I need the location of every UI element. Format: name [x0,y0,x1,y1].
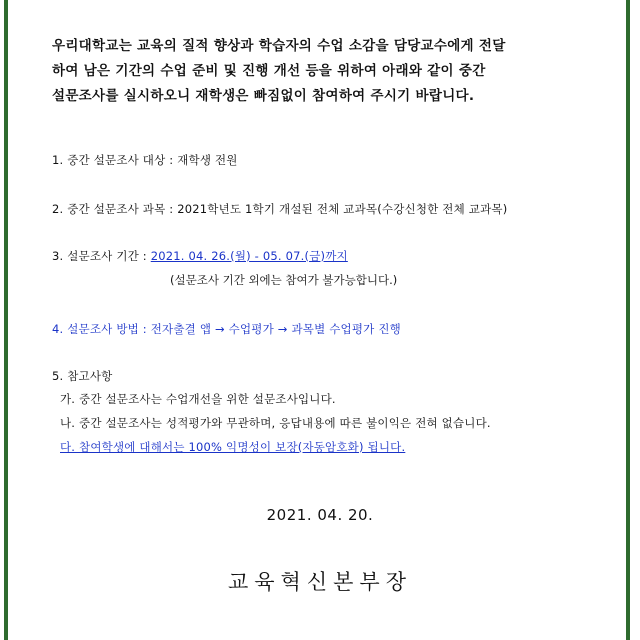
item-method: 4. 설문조사 방법 : 전자출결 앱 → 수업평가 → 과목별 수업평가 진행 [52,322,401,336]
intro-line-2: 하여 남은 기간의 수업 준비 및 진행 개선 등을 위하여 아래와 같이 중간 [52,63,486,79]
period-label: 3. 설문조사 기간 : [52,249,151,263]
intro-paragraph [52,34,612,109]
item-course: 2. 중간 설문조사 과목 : 2021학년도 1학기 개설된 전체 교과목(수강신청한 전체 교과목) [52,202,508,216]
intro-line-3: 설문조사를 실시하오니 재학생은 빠짐없이 참여하여 주시기 바랍니다. [52,88,475,104]
reference-item-b: 나. 중간 설문조사는 성적평가와 무관하며, 응답내용에 따른 불이익은 전혀 없습니다. [60,416,491,430]
item-target: 1. 중간 설문조사 대상 : 재학생 전원 [52,153,238,167]
intro-line-1: 우리대학교는 교육의 질적 향상과 학습자의 수업 소감을 담당교수에게 전달 [52,38,506,54]
reference-item-c: 다. 참여학생에 대해서는 100% 익명성이 보장(자동암호화) 됩니다. [60,440,406,454]
reference-title: 5. 참고사항 [52,369,113,383]
item-period [52,248,348,264]
document-date: 2021. 04. 20. [266,506,374,524]
issuing-organization: 교육혁신본부장 [227,570,412,594]
period-value: 2021. 04. 26.(월) - 05. 07.(금)까지 [150,249,348,263]
period-note: (설문조사 기간 외에는 참여가 불가능합니다.) [170,273,398,287]
reference-item-a: 가. 중간 설문조사는 수업개선을 위한 설문조사입니다. [60,392,336,406]
